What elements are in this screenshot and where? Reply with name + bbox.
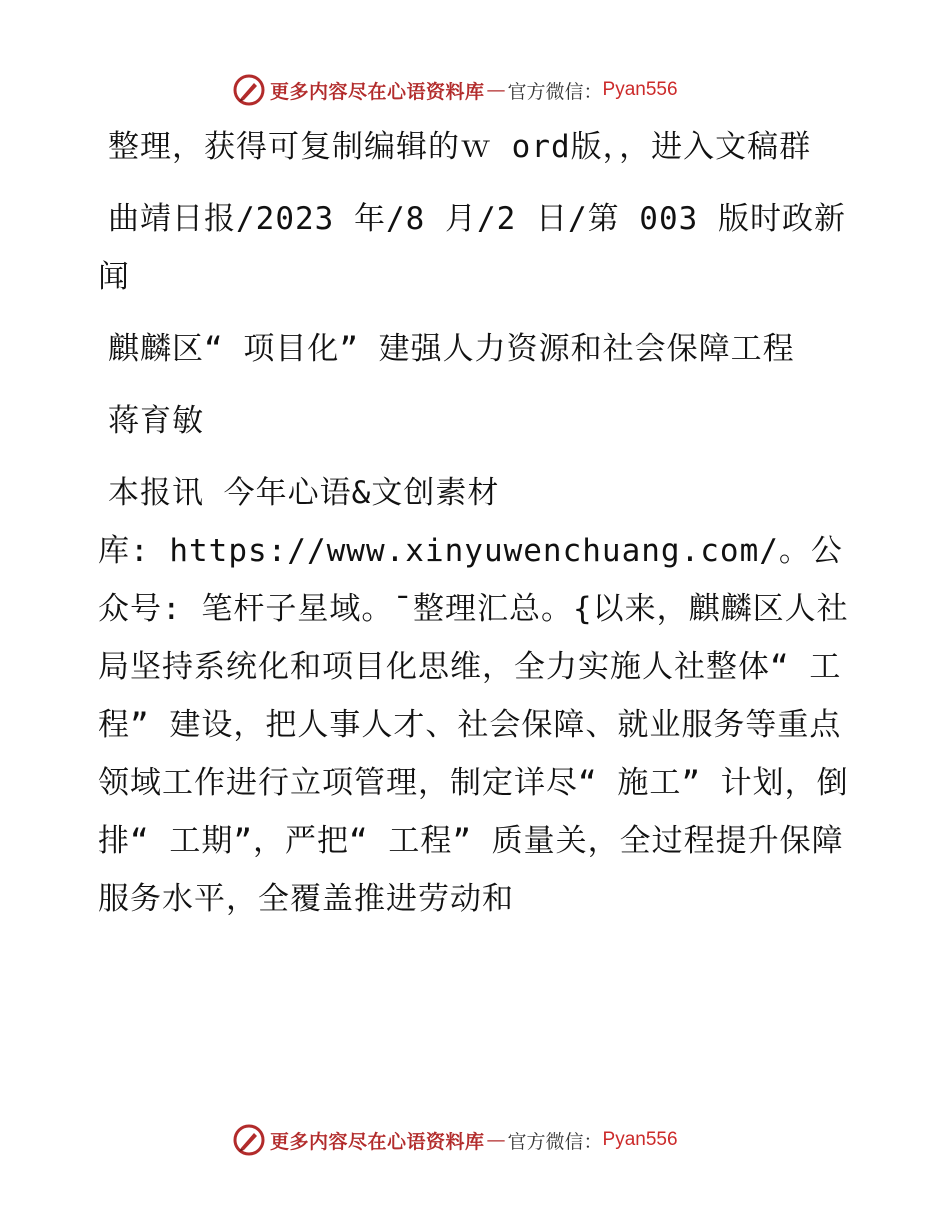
pen-circle-logo-icon (232, 73, 266, 107)
banner-slogan: 更多内容尽在心语资料库 (270, 80, 485, 103)
intro-paragraph: 整理，获得可复制编辑的ｗ ord版，，进入文稿群 (108, 129, 812, 165)
footer-banner[interactable] (232, 1120, 678, 1160)
source-line: 曲靖日报/2023 年/8 月/2 日/第 003 版时政新闻 (98, 201, 846, 295)
author-line: 蒋育敏 (108, 403, 204, 439)
lead-line: 本报讯 今年心语&文创素材 (108, 475, 500, 511)
body-paragraph: 库: https://www.xinyuwenchuang.com/。公众号: 笔杆子星域。¯整理汇总。{以来，麒麟区人社局坚持系统化和项目化思维，全力实施人社整体“ 工程” 建设，把人事人才、社会保障、就业服务等重点领域工作进行立项管理，制定详尽“ 施工” 计划，倒排“ 工期”，严把“ 工程” 质量关，全过程提升保障服务水平，全覆盖推进劳动和 (98, 533, 849, 917)
pen-circle-logo-icon (232, 1123, 266, 1157)
banner-dash: — (486, 1129, 506, 1151)
banner-wechat-label: 官方微信： (507, 1130, 603, 1153)
banner-wechat-label: 官方微信： (507, 80, 603, 103)
document-body (98, 118, 858, 928)
banner-dash: — (486, 79, 506, 101)
banner-wechat-id: Pyan556 (602, 1129, 678, 1150)
article-title: 麒麟区“ 项目化” 建强人力资源和社会保障工程 (108, 331, 795, 367)
banner-wechat-id: Pyan556 (602, 79, 678, 100)
header-banner[interactable] (232, 70, 678, 110)
banner-slogan: 更多内容尽在心语资料库 (270, 1130, 485, 1153)
